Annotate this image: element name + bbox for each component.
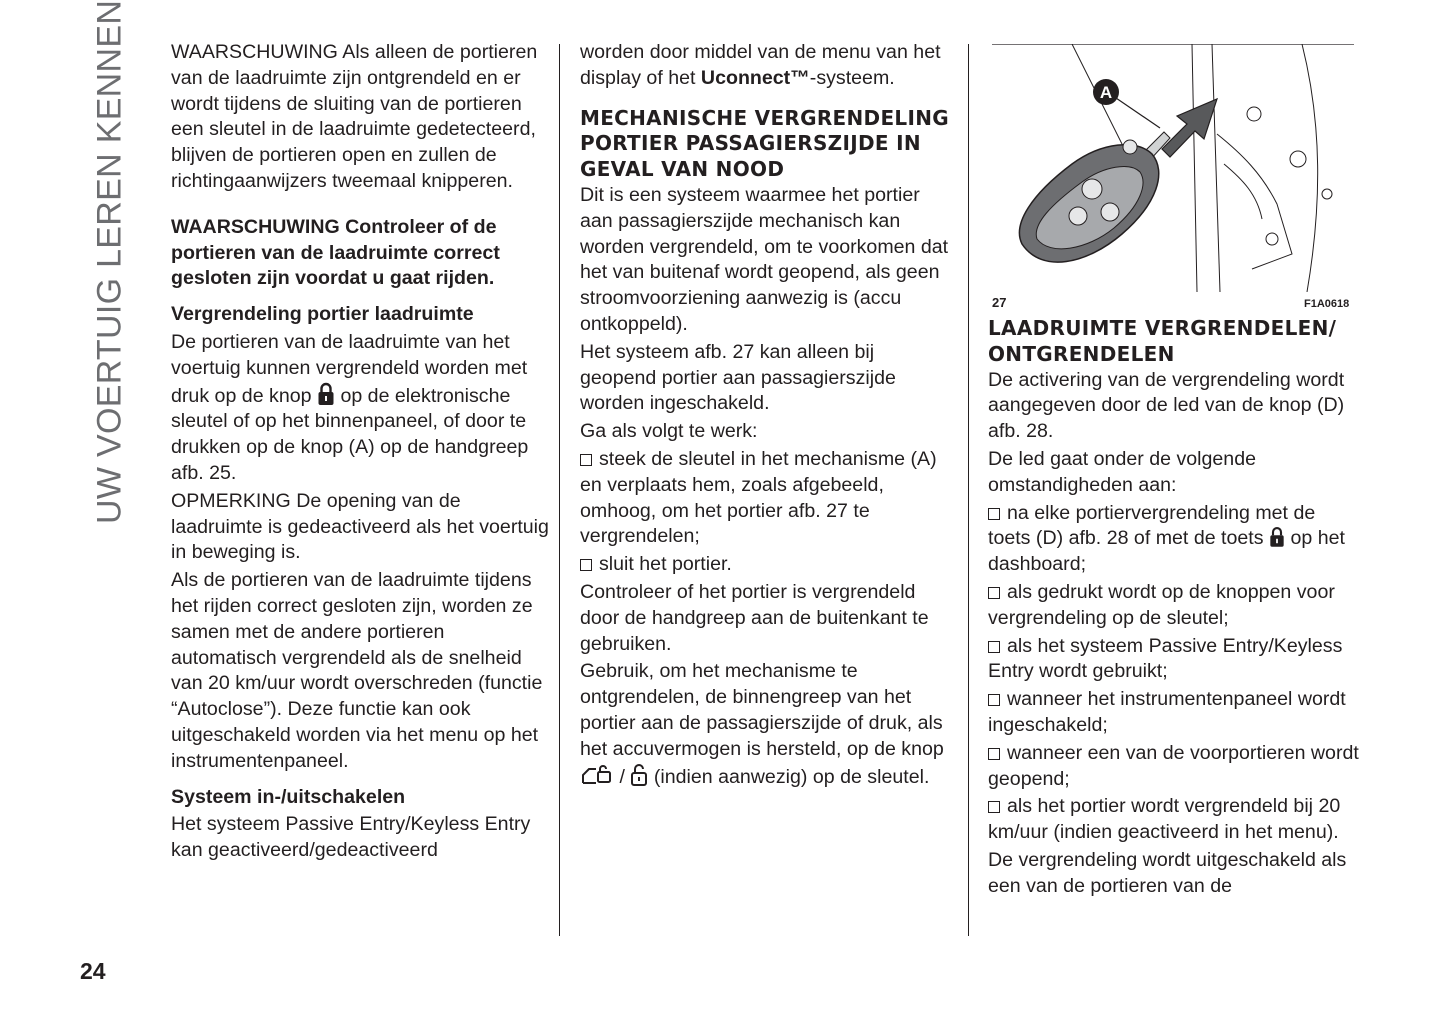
paragraph: De portieren van de laadruimte van het voertuig kunnen vergrendeld worden met druk op de knop op de elektronische sleutel of op het binnenpaneel, of door te drukken op de knop (A) op de handgreep afb. 25. bbox=[171, 330, 529, 484]
paragraph: Als de portieren van de laadruimte tijdens het rijden correct gesloten zijn, worden ze samen met de andere portieren automatisch vergrendeld als de snelheid van 20 km/uur wordt overschreden (functie “Autoclose”). Deze functie kan ook uitgeschakeld worden via het menu op het instrumentenpaneel. bbox=[171, 569, 543, 772]
list-item: wanneer het instrumentenpaneel wordt ingeschakeld; bbox=[988, 688, 1346, 736]
paragraph: Controleer of het portier is vergrendeld door de handgreep aan de buitenkant te gebruiken. bbox=[580, 580, 929, 655]
lock-open-icon bbox=[630, 763, 648, 787]
list-item: na elke portiervergrendeling met de toets (D) afb. 28 of met de toets op het dashboard; bbox=[988, 501, 1345, 576]
list-item: als gedrukt wordt op de knoppen voor vergrendeling op de sleutel; bbox=[988, 580, 1335, 629]
callout-a-label: A bbox=[1099, 83, 1113, 102]
section-heading-cargo-lock: LAADRUIMTE VERGRENDELEN/ ONTGRENDELEN bbox=[988, 316, 1337, 366]
paragraph: OPMERKING De opening van de laadruimte is gedeactiveerd als het voertuig in beweging is. bbox=[171, 489, 549, 564]
column-divider bbox=[559, 44, 560, 936]
figure-number: 27 bbox=[992, 295, 1007, 310]
bullet-box-icon bbox=[988, 641, 1000, 653]
warning-paragraph: WAARSCHUWING Als alleen de portieren van de laadruimte zijn ontgrendeld en er wordt tijdens de sluiting van de portieren een sleutel in de laadruimte gedetecteerd, blijven de portieren open en zullen de richtingaanwijzers tweemaal knipperen. bbox=[171, 41, 538, 192]
warning-bold-paragraph: WAARSCHUWING Controleer of de portieren van de laadruimte correct gesloten zijn voordat u gaat rijden. bbox=[171, 215, 500, 290]
list-item: steek de sleutel in het mechanisme (A) en verplaats hem, zoals afgebeeld, omhoog, om het portier afb. 27 te vergrendelen; bbox=[580, 447, 937, 548]
paragraph: Het systeem Passive Entry/Keyless Entry kan geactiveerd/gedeactiveerd bbox=[171, 813, 531, 862]
paragraph: worden door middel van de menu van het display of het Uconnect™-systeem. bbox=[580, 41, 941, 89]
bullet-box-icon bbox=[580, 559, 592, 571]
page-number: 24 bbox=[80, 958, 106, 984]
bullet-box-icon bbox=[988, 694, 1000, 706]
lock-closed-icon bbox=[317, 382, 335, 406]
paragraph: De led gaat onder de volgende omstandigheden aan: bbox=[988, 447, 1256, 496]
key-door-illustration bbox=[992, 44, 1354, 292]
paragraph: De activering van de vergrendeling wordt aangegeven door de led van de knop (D) afb. 28. bbox=[988, 368, 1345, 443]
list-item: sluit het portier. bbox=[580, 552, 955, 578]
list-item: wanneer een van de voorportieren wordt geopend; bbox=[988, 741, 1359, 790]
column-2 bbox=[580, 40, 955, 792]
column-divider bbox=[968, 44, 969, 936]
section-heading-emergency-lock: MECHANISCHE VERGRENDELING PORTIER PASSAGIERSZIJDE IN GEVAL VAN NOOD bbox=[580, 105, 949, 182]
bullet-box-icon bbox=[988, 508, 1000, 520]
lock-closed-icon bbox=[1269, 526, 1285, 548]
paragraph: Ga als volgt te werk: bbox=[580, 420, 758, 443]
column-3 bbox=[988, 316, 1360, 902]
figure-27-key-mechanism bbox=[992, 44, 1354, 292]
bullet-box-icon bbox=[988, 748, 1000, 760]
paragraph: Dit is een systeem waarmee het portier aan passagierszijde mechanisch kan worden vergrendeld, om te voorkomen dat het van buitenaf wordt geopend, als geen stroomvoorziening aanwezig is (accu ontkoppeld). bbox=[580, 183, 949, 335]
figure-code: F1A0618 bbox=[1304, 298, 1350, 310]
bullet-box-icon bbox=[988, 587, 1000, 599]
cargo-door-unlock-icon bbox=[580, 765, 614, 787]
bullet-box-icon bbox=[580, 454, 592, 466]
paragraph: Gebruik, om het mechanisme te ontgrendelen, de binnengreep van het portier aan de passagierszijde of druk, als het accuvermogen is hersteld, op de knop / (indien aanwezig) op de sleutel. bbox=[580, 660, 944, 788]
bullet-box-icon bbox=[988, 801, 1000, 813]
side-chapter-title: UW VOERTUIG LEREN KENNEN bbox=[90, 0, 129, 524]
subheading-cargo-lock: Vergrendeling portier laadruimte bbox=[171, 303, 474, 326]
paragraph: Het systeem afb. 27 kan alleen bij geopend portier aan passagierszijde worden ingeschakeld. bbox=[580, 340, 896, 415]
column-1 bbox=[171, 40, 551, 866]
list-item: als het portier wordt vergrendeld bij 20 km/uur (indien geactiveerd in het menu). bbox=[988, 795, 1341, 844]
paragraph: De vergrendeling wordt uitgeschakeld als een van de portieren van de bbox=[988, 848, 1347, 897]
subheading-system-toggle: Systeem in-/uitschakelen bbox=[171, 785, 406, 808]
list-item: als het systeem Passive Entry/Keyless Entry wordt gebruikt; bbox=[988, 634, 1343, 683]
